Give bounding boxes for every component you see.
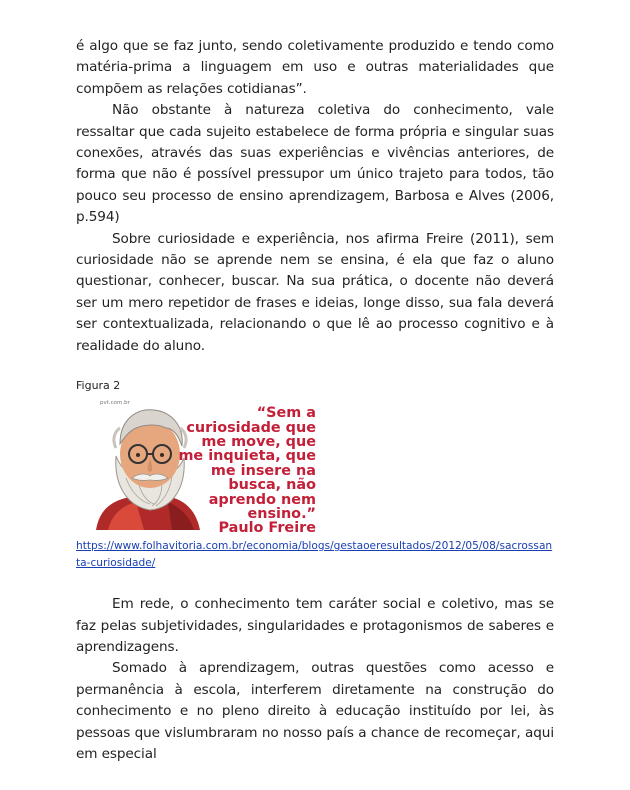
quote-line: ensino.” (247, 505, 316, 522)
quote-author: Paulo Freire (218, 520, 316, 537)
paragraph-curiosidade: Sobre curiosidade e experiência, nos afirma Freire (2011), sem curiosidade não se aprende nem se ensina, é ela que faz o aluno questionar, conhecer, buscar. Na sua prática, o docente não deverá ser um mero repetidor de frases e ideias, longe disso, sua fala deverá ser contextualizada, relacionando o que lê ao processo cognitivo e à realidade do aluno. (76, 230, 554, 354)
paulo-freire-quote-figure (86, 398, 316, 537)
quote-line: me insere na (210, 462, 316, 479)
figure-caption: Figura 2 (76, 379, 121, 393)
section-spacer (76, 572, 554, 594)
document-page (76, 36, 554, 765)
quote-text (178, 406, 316, 536)
quote-line: aprendo nem (208, 491, 316, 508)
paragraph-continuation: é algo que se faz junto, sendo coletivamente produzido e tendo como matéria-prima a linguagem em uso e outras materialidades que compõem as relações cotidianas”. (76, 38, 554, 97)
quote-line: curiosidade que (186, 419, 316, 436)
quote-line: busca, não (228, 477, 316, 494)
figure-source-link[interactable]: https://www.folhavitoria.com.br/economia/blogs/gestaoeresultados/2012/05/08/sacrossanta-curiosidade/ (76, 540, 553, 570)
quote-line: me inquieta, que (178, 448, 316, 465)
paragraph-somado: Somado à aprendizagem, outras questões como acesso e permanência à escola, interferem diretamente na construção do conhecimento e no pleno direito à educação instituído por lei, às pessoas que vislumbraram no nosso país a chance de recomeçar, aqui em especial (76, 660, 554, 762)
paragraph-em-rede: Em rede, o conhecimento tem caráter social e coletivo, mas se faz pelas subjetividades, singularidades e protagonismos de saberes e aprendizagens. (76, 596, 554, 655)
figure-watermark: pvt.com.br (100, 400, 130, 407)
paragraph-natureza-coletiva: Não obstante à natureza coletiva do conhecimento, vale ressaltar que cada sujeito estabelece de forma própria e singular suas conexões, através das suas experiências e vivências anteriores, de forma que não é possível pressupor um único trajeto para todos, tão pouco seu processo de ensino aprendizagem, Barbosa e Alves (2006, p.594) (76, 102, 554, 226)
quote-line: “Sem a (256, 405, 316, 422)
quote-line: me move, que (201, 433, 316, 450)
